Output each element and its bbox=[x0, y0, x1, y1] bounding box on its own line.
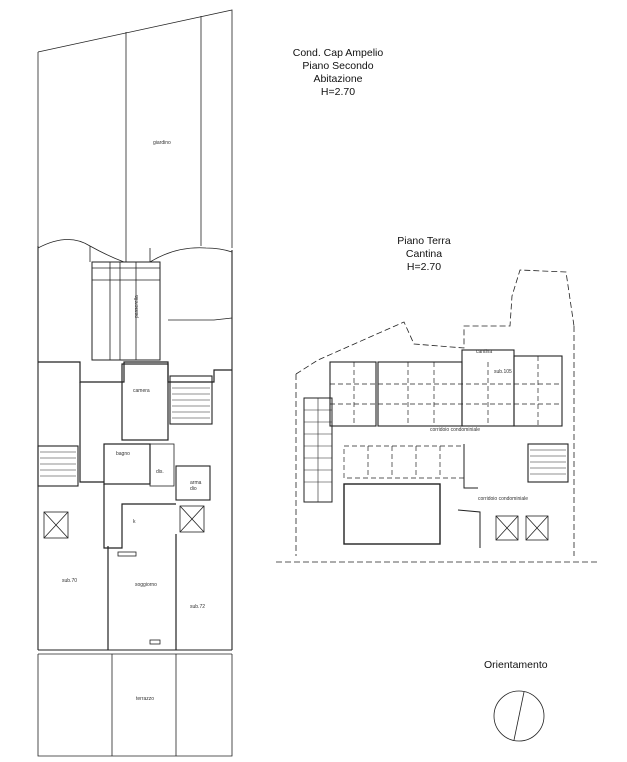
room-label-corridor-2: corridoio condominiale bbox=[478, 496, 529, 502]
ground-header-floor: Piano Terra bbox=[397, 235, 451, 247]
room-label-bathroom: bagno bbox=[116, 451, 130, 457]
orientation-label: Orientamento bbox=[484, 659, 548, 671]
room-label-living: soggiorno bbox=[135, 582, 157, 588]
second-floor-plan bbox=[38, 10, 232, 756]
room-label-bedroom: camera bbox=[133, 388, 150, 394]
room-label-garden: giardino bbox=[153, 140, 171, 146]
room-label-cellar: cantina bbox=[476, 349, 493, 355]
header-height: H=2.70 bbox=[320, 86, 356, 98]
room-label-sub70: sub.70 bbox=[62, 578, 78, 584]
room-label-kitchen: k bbox=[133, 519, 136, 525]
room-label-corridor-1: corridoio condominiale bbox=[430, 427, 481, 433]
room-label-terrace: terrazzo bbox=[136, 696, 155, 702]
header-floor: Piano Secondo bbox=[302, 60, 374, 72]
second-floor-header bbox=[270, 47, 406, 99]
ground-header-use: Cantina bbox=[405, 248, 443, 260]
room-label-walkway: passerella bbox=[134, 295, 140, 318]
ground-floor-header bbox=[370, 235, 478, 274]
garden-outline bbox=[38, 10, 232, 248]
room-label-wardrobe-bottom: dio bbox=[190, 486, 197, 492]
ground-header-height: H=2.70 bbox=[406, 261, 442, 273]
room-label-wardrobe-top: arma bbox=[190, 480, 202, 486]
room-label-closet: dis. bbox=[156, 469, 164, 475]
room-label-sub105: sub.105 bbox=[494, 369, 512, 375]
ground-floor-plan bbox=[276, 270, 600, 562]
header-use: Abitazione bbox=[313, 73, 363, 85]
room-label-sub72: sub.72 bbox=[190, 604, 206, 610]
header-building-name: Cond. Cap Ampelio bbox=[292, 47, 384, 59]
orientation-compass bbox=[494, 691, 544, 741]
